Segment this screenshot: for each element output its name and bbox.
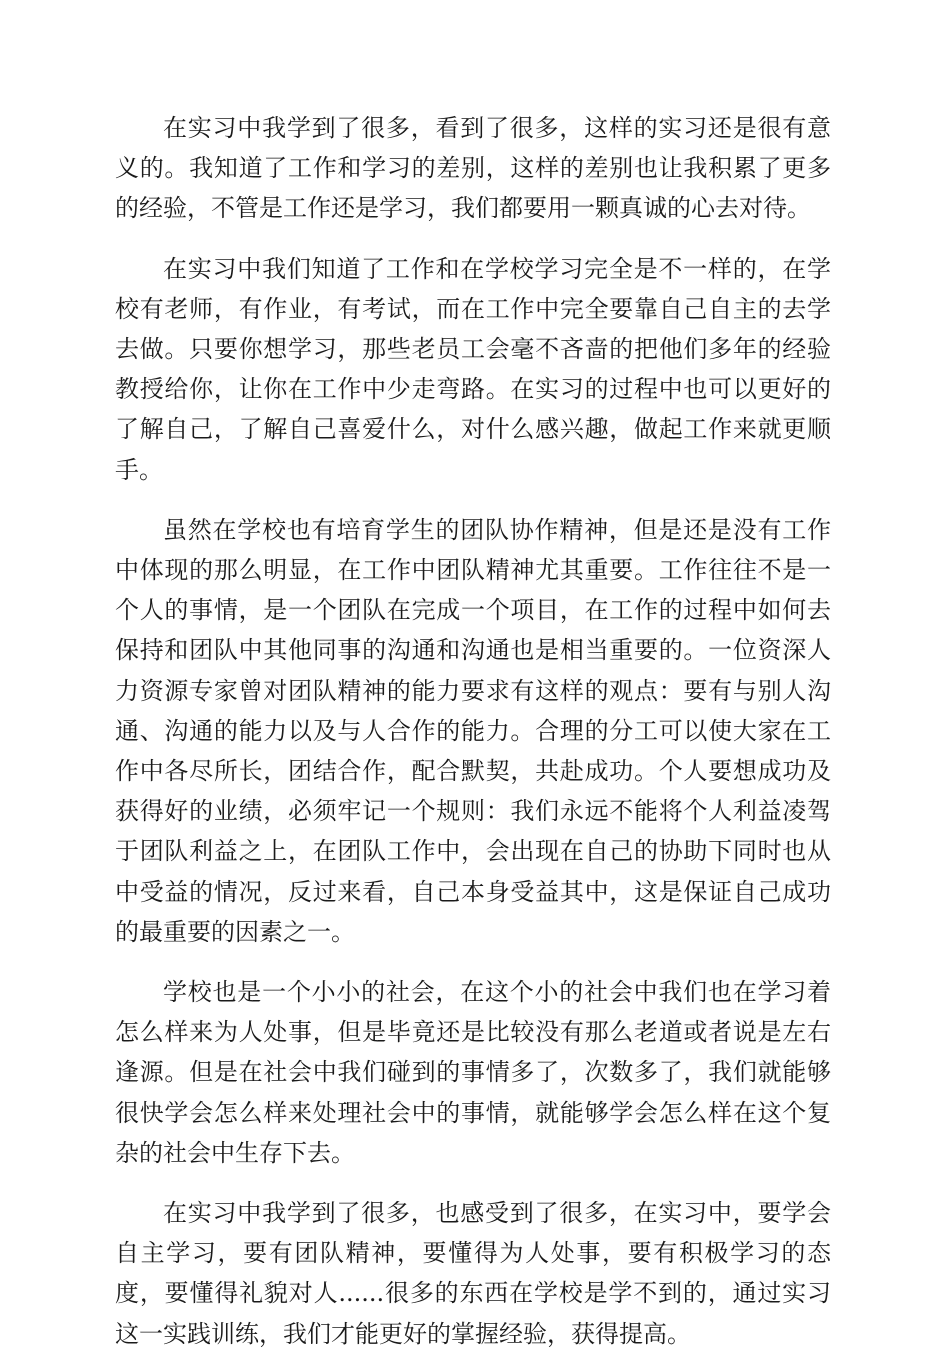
paragraph-2: 在实习中我们知道了工作和在学校学习完全是不一样的，在学校有老师，有作业，有考试，而在工作中完全要靠自己自主的去学去做。只要你想学习，那些老员工会毫不吝啬的把他们多年的经验教授给你，让你在工作中少走弯路。在实习的过程中也可以更好的了解自己，了解自己喜爱什么，对什么感兴趣，做起工作来就更顺手。: [115, 254, 831, 484]
paragraph-5: 在实习中我学到了很多，也感受到了很多，在实习中，要学会自主学习，要有团队精神，要懂得为人处事，要有积极学习的态度，要懂得礼貌对人......很多的东西在学校是学不到的，通过实习这一实践训练，我们才能更好的掌握经验，获得提高。: [115, 1199, 831, 1348]
paragraph-1: 在实习中我学到了很多，看到了很多，这样的实习还是很有意义的。我知道了工作和学习的差别，这样的差别也让我积累了更多的经验，不管是工作还是学习，我们都要用一颗真诚的心去对待。: [115, 114, 831, 223]
paragraph-3: 虽然在学校也有培育学生的团队协作精神，但是还是没有工作中体现的那么明显，在工作中团队精神尤其重要。工作往往不是一个人的事情，是一个团队在完成一个项目，在工作的过程中如何去保持和团队中其他同事的沟通和沟通也是相当重要的。一位资深人力资源专家曾对团队精神的能力要求有这样的观点：要有与别人沟通、沟通的能力以及与人合作的能力。合理的分工可以使大家在工作中各尽所长，团结合作，配合默契，共赴成功。个人要想成功及获得好的业绩，必须牢记一个规则：我们永远不能将个人利益凌驾于团队利益之上，在团队工作中，会出现在自己的协助下同时也从中受益的情况，反过来看，自己本身受益其中，这是保证自己成功的最重要的因素之一。: [115, 515, 831, 946]
paragraph-4: 学校也是一个小小的社会，在这个小的社会中我们也在学习着怎么样来为人处事，但是毕竟还是比较没有那么老道或者说是左右逢源。但是在社会中我们碰到的事情多了，次数多了，我们就能够很快学会怎么样来处理社会中的事情，就能够学会怎么样在这个复杂的社会中生存下去。: [115, 978, 831, 1167]
document-body: [115, 108, 831, 1354]
